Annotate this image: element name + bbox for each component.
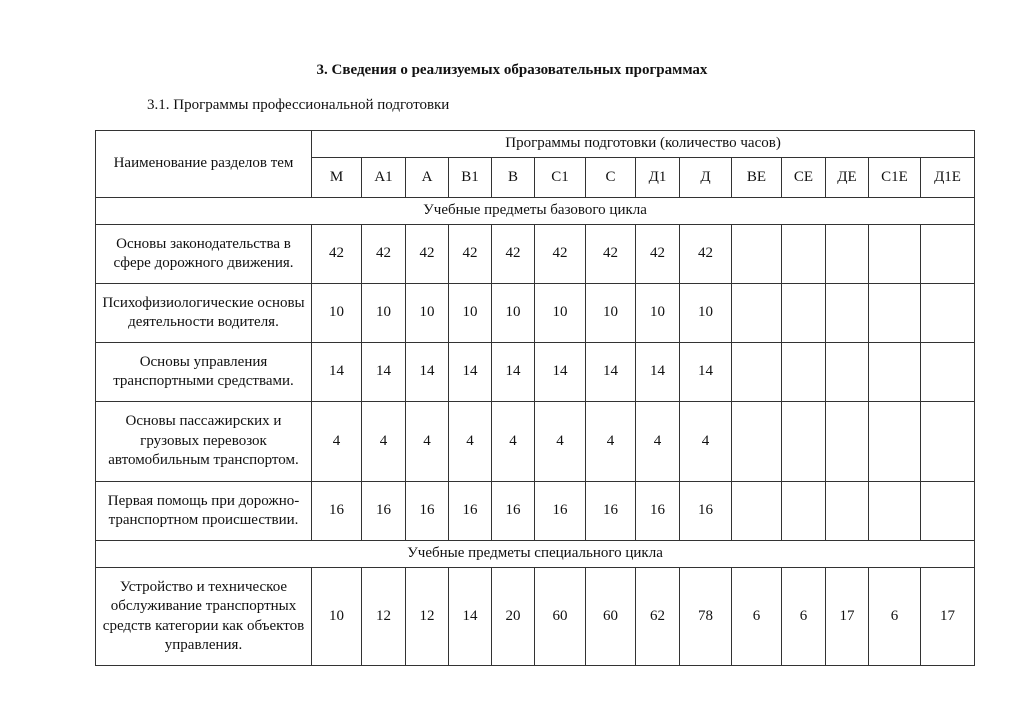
hours-cell [732,402,782,482]
table-row [96,225,975,284]
hours-cell: 4 [449,402,492,482]
hours-cell [921,402,975,482]
hours-cell: 10 [449,284,492,343]
hours-cell [921,343,975,402]
hours-cell [782,482,826,541]
hours-cell: 14 [586,343,636,402]
hours-cell [921,225,975,284]
hours-cell [869,225,921,284]
hours-cell: 14 [362,343,406,402]
hours-cell: 17 [921,568,975,666]
hours-cell: 14 [680,343,732,402]
hours-cell: 62 [636,568,680,666]
hours-cell [826,225,869,284]
hours-cell: 10 [586,284,636,343]
hours-cell: 4 [312,402,362,482]
category-header: Д [680,158,732,198]
category-header: ДЕ [826,158,869,198]
hours-cell: 10 [312,284,362,343]
row-name: Основы законодательства в сфере дорожного движения. [96,225,312,284]
hours-cell: 12 [362,568,406,666]
hours-cell: 42 [535,225,586,284]
hours-cell: 16 [492,482,535,541]
category-header: С1Е [869,158,921,198]
hours-cell: 16 [680,482,732,541]
programs-table [95,130,975,666]
hours-cell [869,343,921,402]
programs-group-header: Программы подготовки (количество часов) [312,131,975,158]
table-row [96,482,975,541]
name-column-header: Наименование разделов тем [96,131,312,198]
hours-cell: 4 [362,402,406,482]
hours-cell: 4 [406,402,449,482]
category-header: С1 [535,158,586,198]
section-basic-cycle: Учебные предметы базового цикла [96,198,975,225]
hours-cell [732,284,782,343]
row-name: Первая помощь при дорожно-транспортном происшествии. [96,482,312,541]
category-header: А [406,158,449,198]
hours-cell: 42 [586,225,636,284]
table-row [96,568,975,666]
row-name: Психофизиологические основы деятельности водителя. [96,284,312,343]
category-header: В [492,158,535,198]
table-row [96,402,975,482]
hours-cell: 6 [869,568,921,666]
hours-cell [921,482,975,541]
hours-cell: 10 [535,284,586,343]
hours-cell [826,284,869,343]
hours-cell [869,284,921,343]
hours-cell [826,402,869,482]
hours-cell: 14 [312,343,362,402]
hours-cell: 17 [826,568,869,666]
section-subtitle: 3.1. Программы профессиональной подготовки [147,97,450,113]
category-header: Д1 [636,158,680,198]
hours-cell: 16 [362,482,406,541]
row-name: Основы управления транспортными средствами. [96,343,312,402]
hours-cell [869,482,921,541]
hours-cell: 4 [492,402,535,482]
row-name: Основы пассажирских и грузовых перевозок автомобильным транспортом. [96,402,312,482]
category-header: ВЕ [732,158,782,198]
hours-cell: 42 [406,225,449,284]
hours-cell: 42 [312,225,362,284]
category-header: В1 [449,158,492,198]
hours-cell [782,343,826,402]
hours-cell [782,225,826,284]
category-header: С [586,158,636,198]
hours-cell: 14 [449,568,492,666]
hours-cell [826,482,869,541]
category-header: Д1Е [921,158,975,198]
hours-cell [732,482,782,541]
hours-cell: 6 [732,568,782,666]
hours-cell: 20 [492,568,535,666]
hours-cell: 42 [680,225,732,284]
hours-cell: 10 [312,568,362,666]
category-header: СЕ [782,158,826,198]
hours-cell: 78 [680,568,732,666]
hours-cell: 14 [406,343,449,402]
hours-cell [921,284,975,343]
hours-cell: 4 [535,402,586,482]
hours-cell: 16 [586,482,636,541]
table-row [96,343,975,402]
hours-cell [732,225,782,284]
hours-cell [869,402,921,482]
hours-cell: 10 [362,284,406,343]
category-header: А1 [362,158,406,198]
hours-cell: 16 [636,482,680,541]
hours-cell [782,284,826,343]
hours-cell: 10 [636,284,680,343]
hours-cell: 12 [406,568,449,666]
section-special-cycle: Учебные предметы специального цикла [96,541,975,568]
hours-cell: 16 [449,482,492,541]
hours-cell [826,343,869,402]
category-header: М [312,158,362,198]
hours-cell: 4 [636,402,680,482]
hours-cell: 60 [586,568,636,666]
hours-cell: 42 [636,225,680,284]
hours-cell: 16 [535,482,586,541]
hours-cell: 10 [680,284,732,343]
hours-cell: 42 [449,225,492,284]
hours-cell: 10 [492,284,535,343]
hours-cell: 60 [535,568,586,666]
hours-cell: 16 [312,482,362,541]
hours-cell: 14 [492,343,535,402]
hours-cell: 14 [449,343,492,402]
hours-cell: 42 [362,225,406,284]
hours-cell: 42 [492,225,535,284]
row-name: Устройство и техническое обслуживание транспортных средств категории как объектов управления. [96,568,312,666]
hours-cell: 16 [406,482,449,541]
hours-cell [782,402,826,482]
hours-cell: 6 [782,568,826,666]
hours-cell: 14 [636,343,680,402]
hours-cell: 10 [406,284,449,343]
hours-cell [732,343,782,402]
hours-cell: 4 [586,402,636,482]
hours-cell: 4 [680,402,732,482]
table-row [96,284,975,343]
page-title: 3. Сведения о реализуемых образовательных программах [316,62,708,78]
hours-cell: 14 [535,343,586,402]
